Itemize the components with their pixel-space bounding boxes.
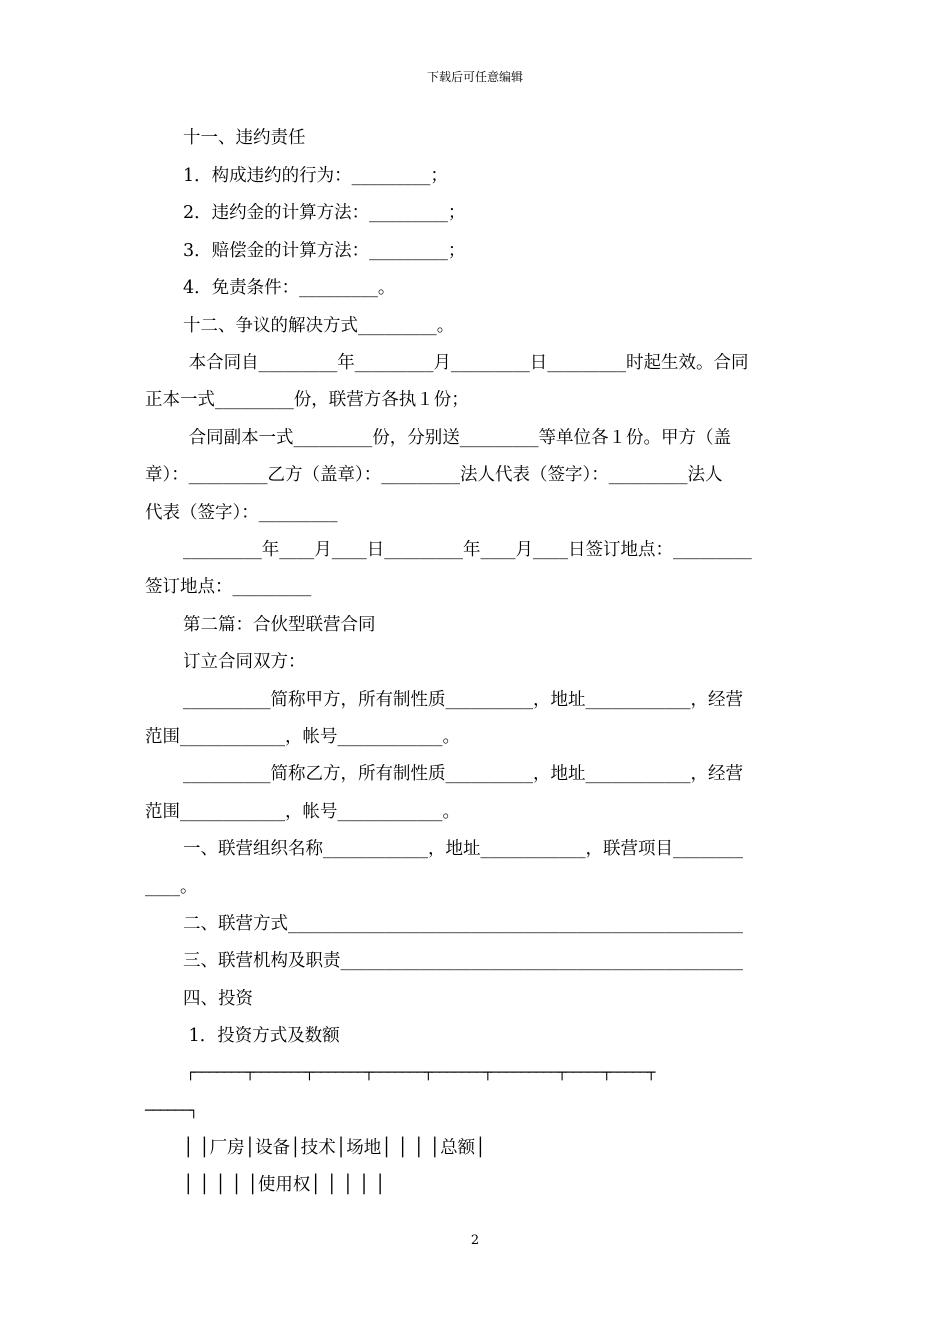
paragraph-line: 正本一式_________份，联营方各执１份；: [145, 390, 469, 410]
paragraph-line: 三、联营机构及职责______________________________________________: [183, 951, 743, 971]
table-border-top: ┌───────┬───────┬───────┬───────┬───────┬─────────┬─────┬─────┬: [183, 1065, 655, 1081]
clause-line: 2．违约金的计算方法：_________；: [183, 203, 466, 223]
paragraph-line: 签订地点：_________: [145, 577, 312, 597]
paragraph-line: 1．投资方式及数额: [183, 1026, 340, 1046]
paragraph-line: 一、联营组织名称____________，地址____________，联营项目________: [183, 839, 743, 859]
paragraph-line: 范围____________，帐号____________。: [145, 727, 460, 747]
table-border-top-cont: ──────┐: [145, 1103, 198, 1119]
clause-line: 1．构成违约的行为：_________；: [183, 166, 448, 186]
table-row: │ │ │ │ │使用权│ │ │ │ │: [183, 1175, 386, 1195]
paragraph-line: _________年____月____日_________年____月____日签订地点：_________: [183, 540, 752, 560]
paragraph-line: 合同副本一式_________份，分别送_________等单位各１份。甲方（盖: [183, 428, 732, 448]
table-row: │ │厂房│设备│技术│场地│ │ │ │总额│: [183, 1138, 486, 1158]
page-header: 下载后可任意编辑: [426, 70, 523, 84]
part-2-title: 第二篇：合伙型联营合同: [183, 615, 376, 635]
clause-line: 3．赔偿金的计算方法：_________；: [183, 241, 466, 261]
section-11-title: 十一、违约责任: [183, 128, 306, 148]
paragraph-line: __________简称乙方，所有制性质__________，地址____________，经营: [183, 764, 743, 784]
paragraph-line: 二、联营方式____________________________________________________: [183, 914, 743, 934]
paragraph-line: 章）：_________乙方（盖章）：_________法人代表（签字）：_________法人: [145, 465, 723, 485]
section-title: 四、投资: [183, 989, 253, 1009]
clause-line: 4．免责条件：_________。: [183, 278, 396, 298]
paragraph-line: 范围____________，帐号____________。: [145, 802, 460, 822]
paragraph-line: ____。: [145, 877, 198, 897]
paragraph-line: __________简称甲方，所有制性质__________，地址____________，经营: [183, 690, 743, 710]
paragraph-line: 本合同自_________年_________月_________日_________时起生效。合同: [183, 353, 749, 373]
section-12-title: 十二、争议的解决方式_________。: [183, 316, 455, 336]
paragraph-line: 代表（签字）：_________: [145, 503, 338, 523]
paragraph-line: 订立合同双方：: [183, 652, 306, 672]
page-number: 2: [470, 1233, 480, 1248]
